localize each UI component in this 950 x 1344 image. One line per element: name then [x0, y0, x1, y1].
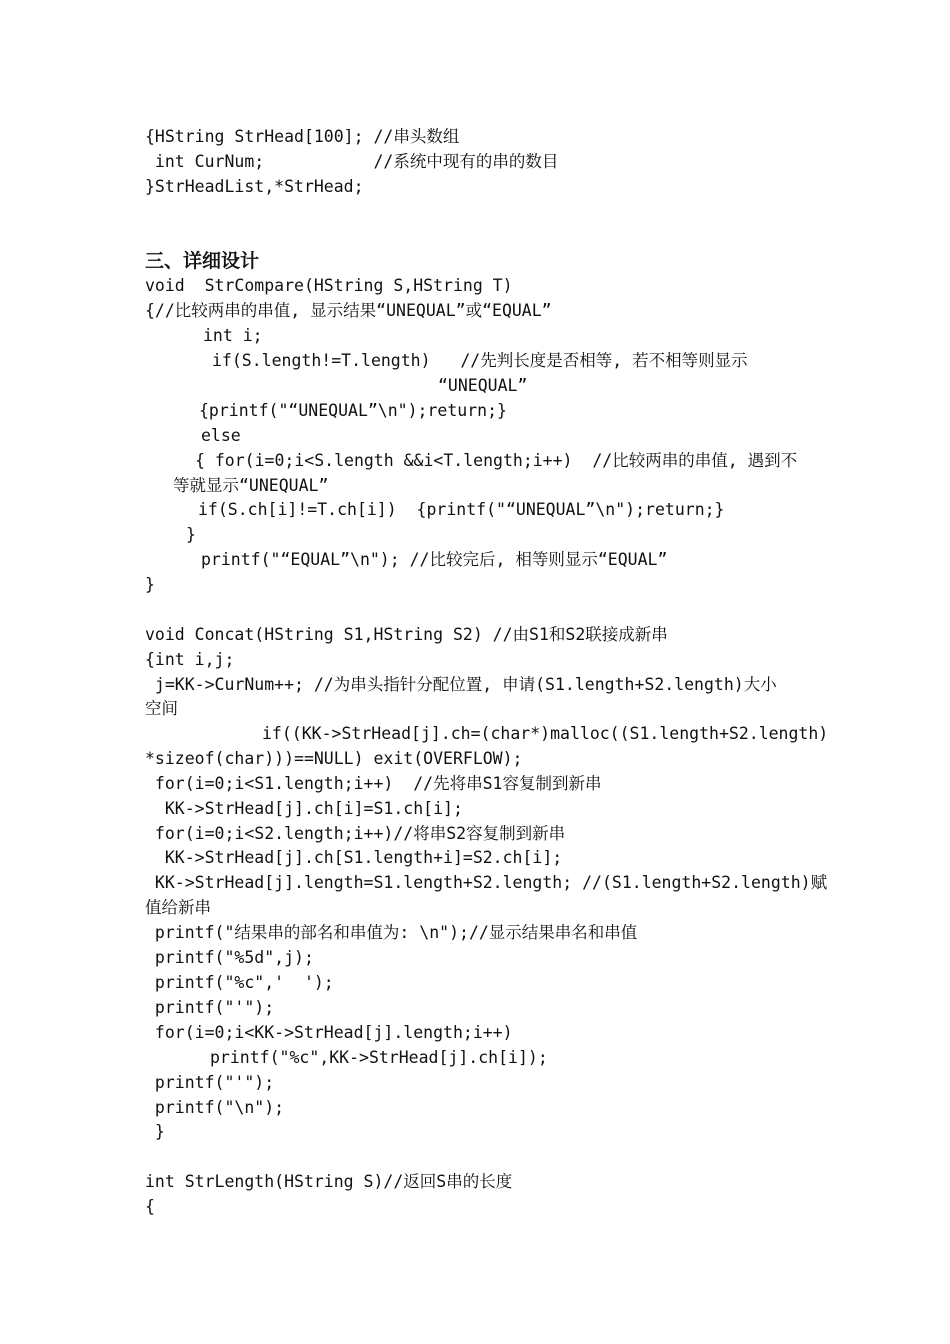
- code-line: }: [145, 1122, 165, 1141]
- code-line: KK->StrHead[j].ch[S1.length+i]=S2.ch[i];: [145, 848, 563, 867]
- code-line: {HString StrHead[100]; //串头数组: [145, 127, 460, 146]
- code-line: {int i,j;: [145, 650, 235, 669]
- code-line: void StrCompare(HString S,HString T): [145, 276, 513, 295]
- code-line: 等就显示“UNEQUAL”: [173, 476, 329, 495]
- code-line: printf("%c",' ');: [145, 973, 334, 992]
- code-line: if(S.ch[i]!=T.ch[i]) {printf("“UNEQUAL”\n");return;}: [198, 500, 725, 519]
- code-line: if(S.length!=T.length) //先判长度是否相等, 若不相等则显示: [212, 351, 748, 370]
- code-line: 空间: [145, 699, 178, 718]
- code-line: }StrHeadList,*StrHead;: [145, 177, 364, 196]
- code-line: {printf("“UNEQUAL”\n");return;}: [199, 401, 507, 420]
- code-line: int CurNum; //系统中现有的串的数目: [145, 152, 559, 171]
- section-heading: 三、详细设计: [145, 250, 260, 272]
- code-line: for(i=0;i<S1.length;i++) //先将串S1容复制到新串: [145, 774, 602, 793]
- code-line: 值给新串: [145, 898, 211, 917]
- code-line: KK->StrHead[j].ch[i]=S1.ch[i];: [145, 799, 463, 818]
- code-line: }: [145, 575, 155, 594]
- code-line: for(i=0;i<S2.length;i++)//将串S2容复制到新串: [145, 824, 566, 843]
- code-line: for(i=0;i<KK->StrHead[j].length;i++): [145, 1023, 513, 1042]
- code-line: *sizeof(char)))==NULL) exit(OVERFLOW);: [145, 749, 523, 768]
- code-line: void Concat(HString S1,HString S2) //由S1和S2联接成新串: [145, 625, 668, 644]
- code-line: int StrLength(HString S)//返回S串的长度: [145, 1172, 513, 1191]
- code-line: “UNEQUAL”: [438, 376, 528, 395]
- code-line: printf("'");: [145, 998, 275, 1017]
- code-line: }: [186, 525, 196, 544]
- code-line: printf("“EQUAL”\n"); //比较完后, 相等则显示“EQUAL”: [201, 550, 668, 569]
- code-line: KK->StrHead[j].length=S1.length+S2.length; //(S1.length+S2.length)赋: [145, 873, 828, 892]
- code-line: printf("结果串的部名和串值为: \n");//显示结果串名和串值: [145, 923, 638, 942]
- code-line: j=KK->CurNum++; //为串头指针分配位置, 申请(S1.length+S2.length)大小: [145, 675, 777, 694]
- code-line: printf("%5d",j);: [145, 948, 314, 967]
- code-line: {//比较两串的串值, 显示结果“UNEQUAL”或“EQUAL”: [145, 301, 552, 320]
- code-line: printf("\n");: [145, 1098, 285, 1117]
- code-line: int i;: [203, 326, 263, 345]
- code-line: { for(i=0;i<S.length &&i<T.length;i++) //比较两串的串值, 遇到不: [195, 451, 798, 470]
- code-line: printf("'");: [145, 1073, 275, 1092]
- code-line: else: [201, 426, 241, 445]
- code-line: printf("%c",KK->StrHead[j].ch[i]);: [210, 1048, 548, 1067]
- code-line: if((KK->StrHead[j].ch=(char*)malloc((S1.length+S2.length): [262, 724, 829, 743]
- code-line: {: [145, 1197, 155, 1216]
